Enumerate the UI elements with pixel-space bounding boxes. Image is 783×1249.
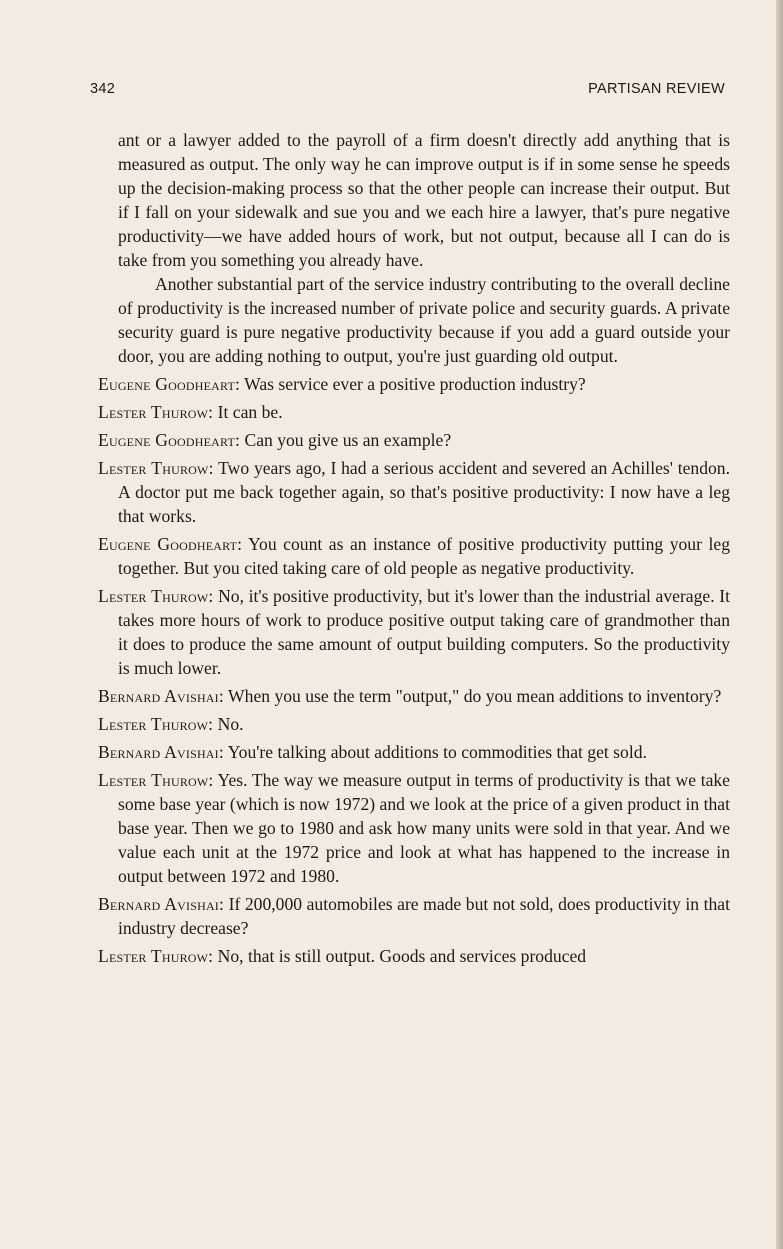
speech-text: If 200,000 automobiles are made but not sold, does productivity in that industry decrease? <box>118 894 730 938</box>
speaker-name: Lester Thurow: <box>98 714 214 734</box>
speech-text: When you use the term "output," do you mean additions to inventory? <box>223 686 722 706</box>
speaker-name: Lester Thurow: <box>98 458 214 478</box>
speaker-name: Eugene Goodheart: <box>98 534 243 554</box>
running-header <box>90 81 725 103</box>
exchange-5 <box>98 532 730 580</box>
speech-text: You count as an instance of positive productivity putting your leg together. But you cited taking care of old people as negative productivity. <box>118 534 730 578</box>
speech-text: No. <box>213 714 244 734</box>
journal-title: PARTISAN REVIEW <box>588 81 725 97</box>
exchange-11 <box>98 892 730 940</box>
speaker-name: Bernard Avishai: <box>98 742 224 762</box>
continued-paragraph: ant or a lawyer added to the payroll of a firm doesn't directly add anything that is measured as output. The only way he can improve output is if in some sense he speeds up the decision-making process so that the other people can increase their output. But if I fall on your sidewalk and sue you and we each hire a lawyer, that's pure negative productivity—we have added hours of work, but not output, because all I can do is take from you something you already have. <box>118 130 730 270</box>
speaker-name: Lester Thurow: <box>98 586 214 606</box>
exchange-3 <box>98 428 730 452</box>
article-body <box>98 128 730 968</box>
speaker-name: Lester Thurow: <box>98 770 214 790</box>
exchange-8 <box>98 712 730 736</box>
speech-text: It can be. <box>213 402 283 422</box>
speaker-name: Lester Thurow: <box>98 946 214 966</box>
speech-text: You're talking about additions to commodities that get sold. <box>223 742 647 762</box>
page-number: 342 <box>90 81 116 97</box>
exchange-7 <box>98 684 730 708</box>
speech-text: Can you give us an example? <box>240 430 452 450</box>
speech-text: Two years ago, I had a serious accident and severed an Achilles' tendon. A doctor put me back together again, so that's positive productivity: I now have a leg that works. <box>118 458 730 526</box>
speaker-name: Lester Thurow: <box>98 402 214 422</box>
exchange-4 <box>98 456 730 528</box>
exchange-2 <box>98 400 730 424</box>
speaker-name: Eugene Goodheart: <box>98 374 241 394</box>
speech-text: Yes. The way we measure output in terms of productivity is that we take some base year (which is now 1972) and we look at the price of a given product in that base year. Then we go to 1980 and ask how many units were sold in that year. And we value each unit at the 1972 price and look at what has happened to the increase in output between 1972 and 1980. <box>118 770 730 886</box>
exchange-10 <box>98 768 730 888</box>
page-edge-shadow <box>776 0 783 1249</box>
speaker-name: Bernard Avishai: <box>98 894 225 914</box>
exchange-9 <box>98 740 730 764</box>
speaker-name: Eugene Goodheart: <box>98 430 241 450</box>
speaker-name: Bernard Avishai: <box>98 686 224 706</box>
speech-text: No, that is still output. Goods and services produced <box>213 946 587 966</box>
speech-text: Was service ever a positive production industry? <box>240 374 586 394</box>
exchange-1 <box>98 372 730 396</box>
paragraph: Another substantial part of the service industry contributing to the overall decline of productivity is the increased number of private police and security guards. A private security guard is pure negative productivity because if you add a guard outside your door, you are adding nothing to output, you're just guarding old output. <box>118 274 730 366</box>
speech-text: No, it's positive productivity, but it's lower than the industrial average. It takes more hours of work to produce positive output taking care of grandmother than it does to produce the same amount of output building computers. So the productivity is much lower. <box>118 586 730 678</box>
exchange-12 <box>98 944 730 968</box>
exchange-6 <box>98 584 730 680</box>
